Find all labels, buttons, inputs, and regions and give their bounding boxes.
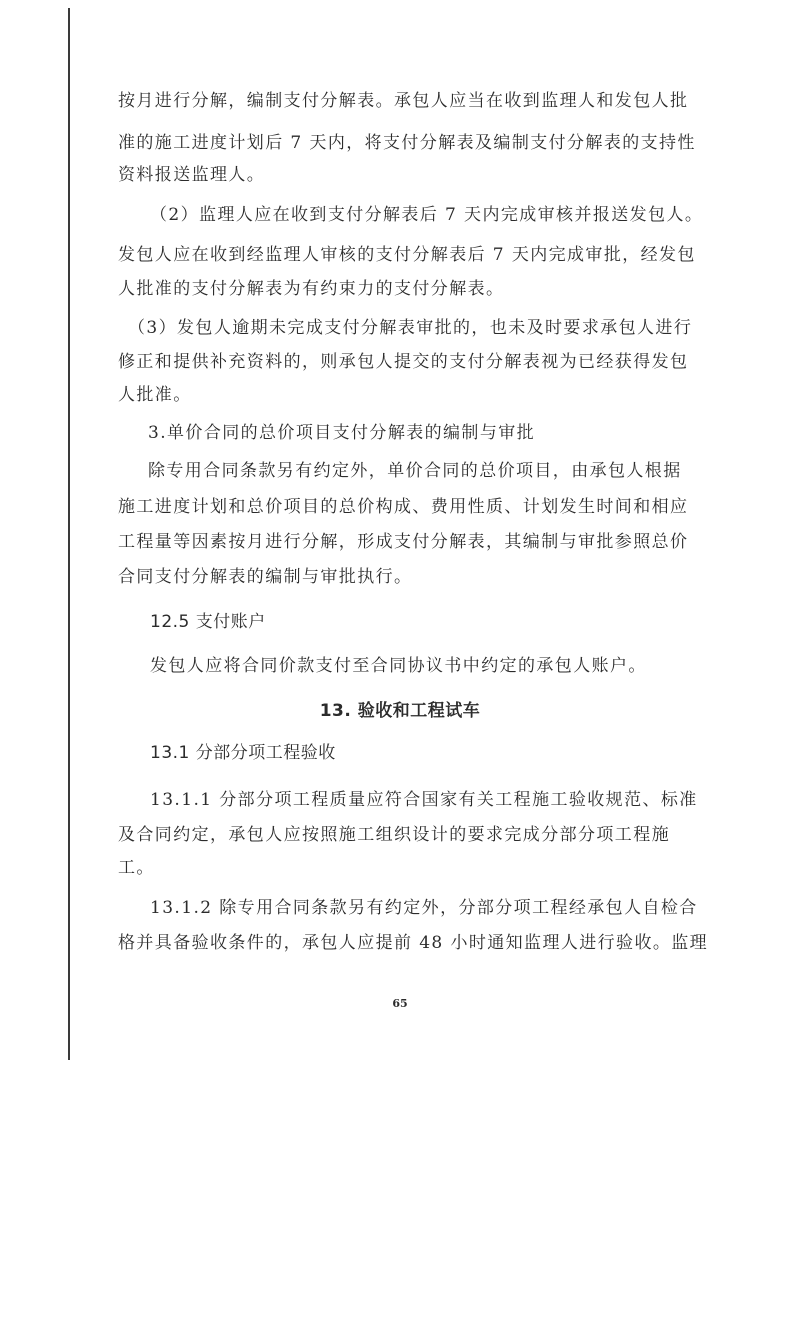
body-line: 3.单价合同的总价项目支付分解表的编制与审批 (148, 423, 536, 443)
body-line: 修正和提供补充资料的，则承包人提交的支付分解表视为已经获得发包 (118, 352, 689, 372)
body-line: 发包人应将合同价款支付至合同协议书中约定的承包人账户。 (150, 656, 647, 676)
body-line: 人批准的支付分解表为有约束力的支付分解表。 (118, 279, 505, 299)
body-line: 合同支付分解表的编制与审批执行。 (118, 567, 413, 587)
body-line: 及合同约定，承包人应按照施工组织设计的要求完成分部分项工程施 (118, 825, 670, 845)
section-heading: 12.5 支付账户 (150, 612, 266, 632)
body-line: 资料报送监理人。 (118, 165, 266, 185)
chapter-heading: 13. 验收和工程试车 (319, 701, 481, 721)
body-line: 发包人应在收到经监理人审核的支付分解表后 7 天内完成审批，经发包 (118, 245, 696, 265)
binding-margin-line (68, 8, 70, 1060)
body-line: 按月进行分解，编制支付分解表。承包人应当在收到监理人和发包人批 (118, 91, 689, 111)
section-heading: 13.1 分部分项工程验收 (150, 743, 336, 763)
body-line: 格并具备验收条件的，承包人应提前 48 小时通知监理人进行验收。监理 (118, 933, 709, 953)
body-line: 除专用合同条款另有约定外，单价合同的总价项目，由承包人根据 (148, 461, 682, 481)
body-line: （2）监理人应在收到支付分解表后 7 天内完成审核并报送发包人。 (150, 205, 704, 225)
body-line: 人批准。 (118, 385, 192, 405)
body-line: （3）发包人逾期未完成支付分解表审批的，也未及时要求承包人进行 (128, 318, 693, 338)
body-line: 13.1.1 分部分项工程质量应符合国家有关工程施工验收规范、标准 (150, 790, 698, 810)
body-line: 准的施工进度计划后 7 天内，将支付分解表及编制支付分解表的支持性 (118, 133, 696, 153)
body-line: 施工进度计划和总价项目的总价构成、费用性质、计划发生时间和相应 (118, 497, 689, 517)
body-line: 工程量等因素按月进行分解，形成支付分解表，其编制与审批参照总价 (118, 532, 689, 552)
page-number: 65 (392, 997, 408, 1010)
body-line: 13.1.2 除专用合同条款另有约定外，分部分项工程经承包人自检合 (150, 898, 698, 918)
body-line: 工。 (118, 858, 155, 878)
